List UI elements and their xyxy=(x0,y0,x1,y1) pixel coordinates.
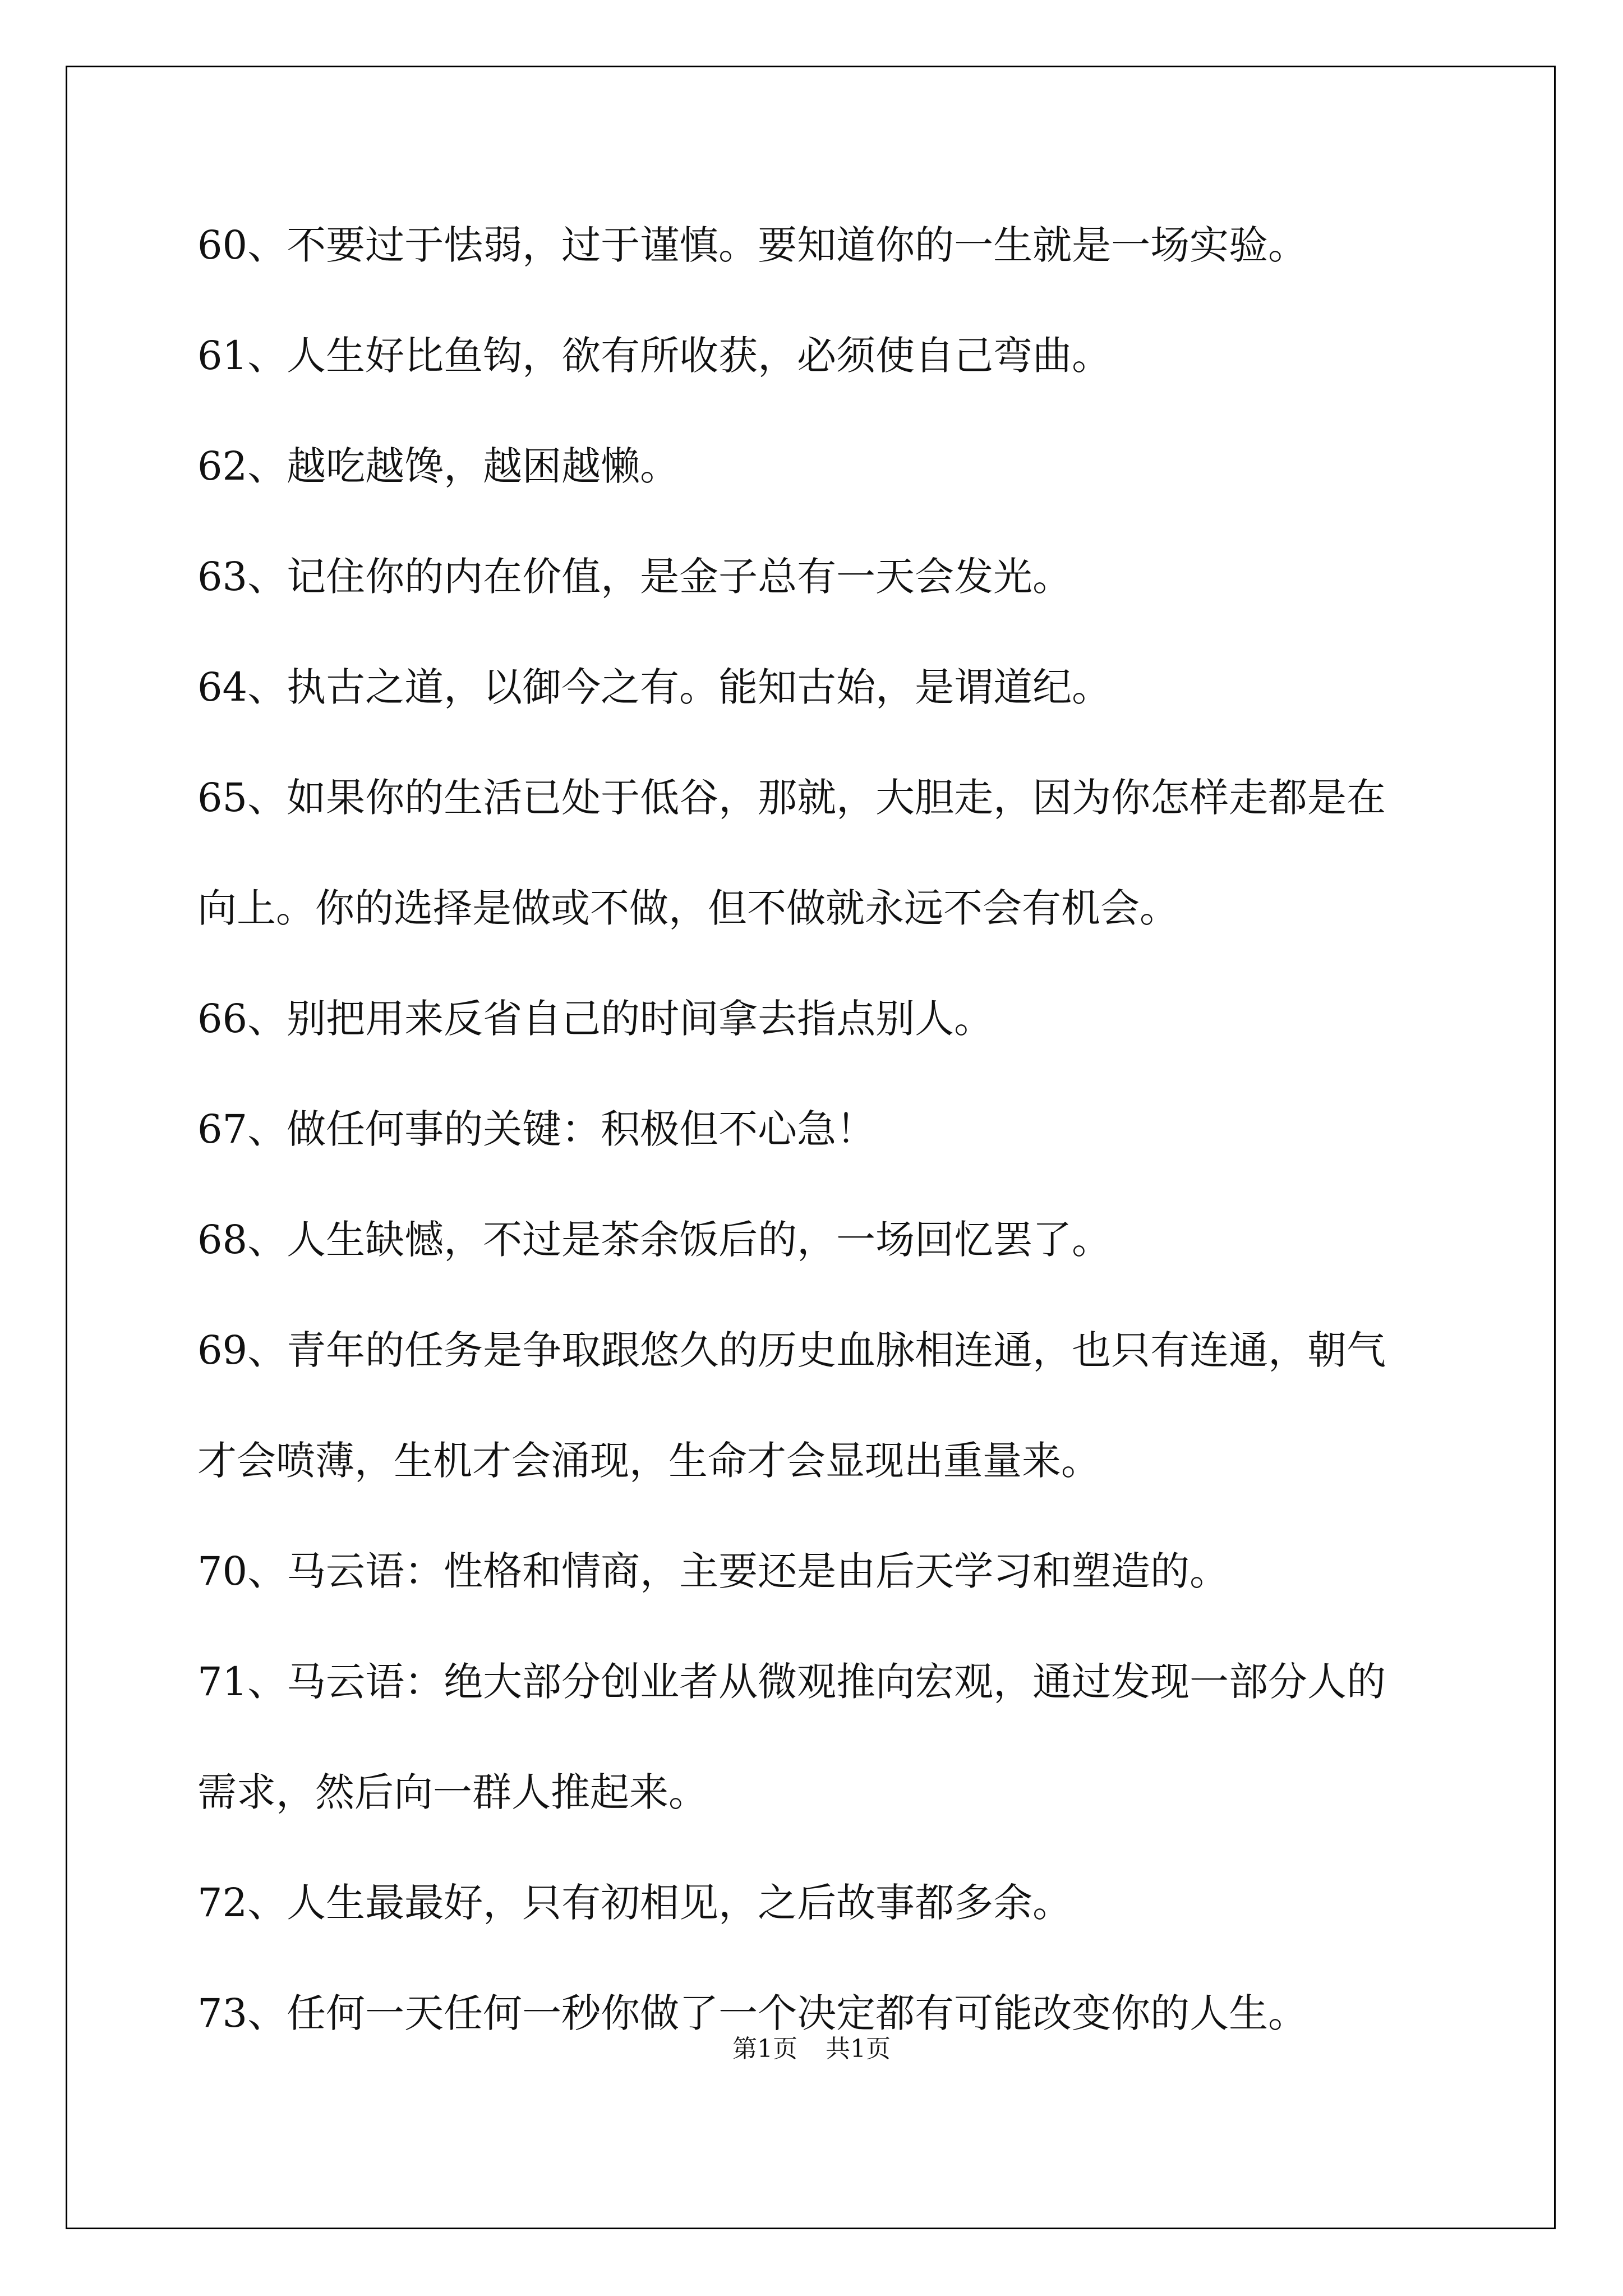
text-line: 64、执古之道，以御今之有。能知古始，是谓道纪。 xyxy=(197,664,1112,710)
text-line: 61、人生好比鱼钩，欲有所收获，必须使自己弯曲。 xyxy=(197,333,1112,379)
text-line: 60、不要过于怯弱，过于谨慎。要知道你的一生就是一场实验。 xyxy=(197,222,1308,268)
document-body xyxy=(197,219,1442,2097)
text-line: 69、青年的任务是争取跟悠久的历史血脉相连通，也只有连通，朝气 xyxy=(197,1327,1386,1373)
page-footer xyxy=(0,2032,1623,2066)
text-line: 67、做任何事的关键：积极但不心急！ xyxy=(197,1106,876,1152)
text-line: 72、人生最最好，只有初相见，之后故事都多余。 xyxy=(197,1880,1072,1926)
text-line: 66、别把用来反省自己的时间拿去指点别人。 xyxy=(197,996,994,1042)
page-total: 共1页 xyxy=(826,2035,891,2063)
text-line: 68、人生缺憾，不过是茶余饭后的，一场回忆罢了。 xyxy=(197,1217,1112,1263)
page-number: 第1页 xyxy=(732,2035,797,2063)
text-line: 才会喷薄，生机才会涌现，生命才会显现出重量来。 xyxy=(197,1438,1100,1484)
text-line: 63、记住你的内在价值，是金子总有一天会发光。 xyxy=(197,554,1072,600)
text-line: 62、越吃越馋，越困越懒。 xyxy=(197,443,680,489)
text-line: 70、马云语：性格和情商，主要还是由后天学习和塑造的。 xyxy=(197,1548,1229,1594)
text-line: 73、任何一天任何一秒你做了一个决定都有可能改变你的人生。 xyxy=(197,1990,1308,2036)
text-line: 71、马云语：绝大部分创业者从微观推向宏观，通过发现一部分人的 xyxy=(197,1659,1386,1705)
text-line: 65、如果你的生活已处于低谷，那就，大胆走，因为你怎样走都是在 xyxy=(197,775,1386,821)
text-line: 向上。你的选择是做或不做，但不做就永远不会有机会。 xyxy=(197,885,1179,931)
text-line: 需求，然后向一群人推起来。 xyxy=(197,1769,708,1815)
